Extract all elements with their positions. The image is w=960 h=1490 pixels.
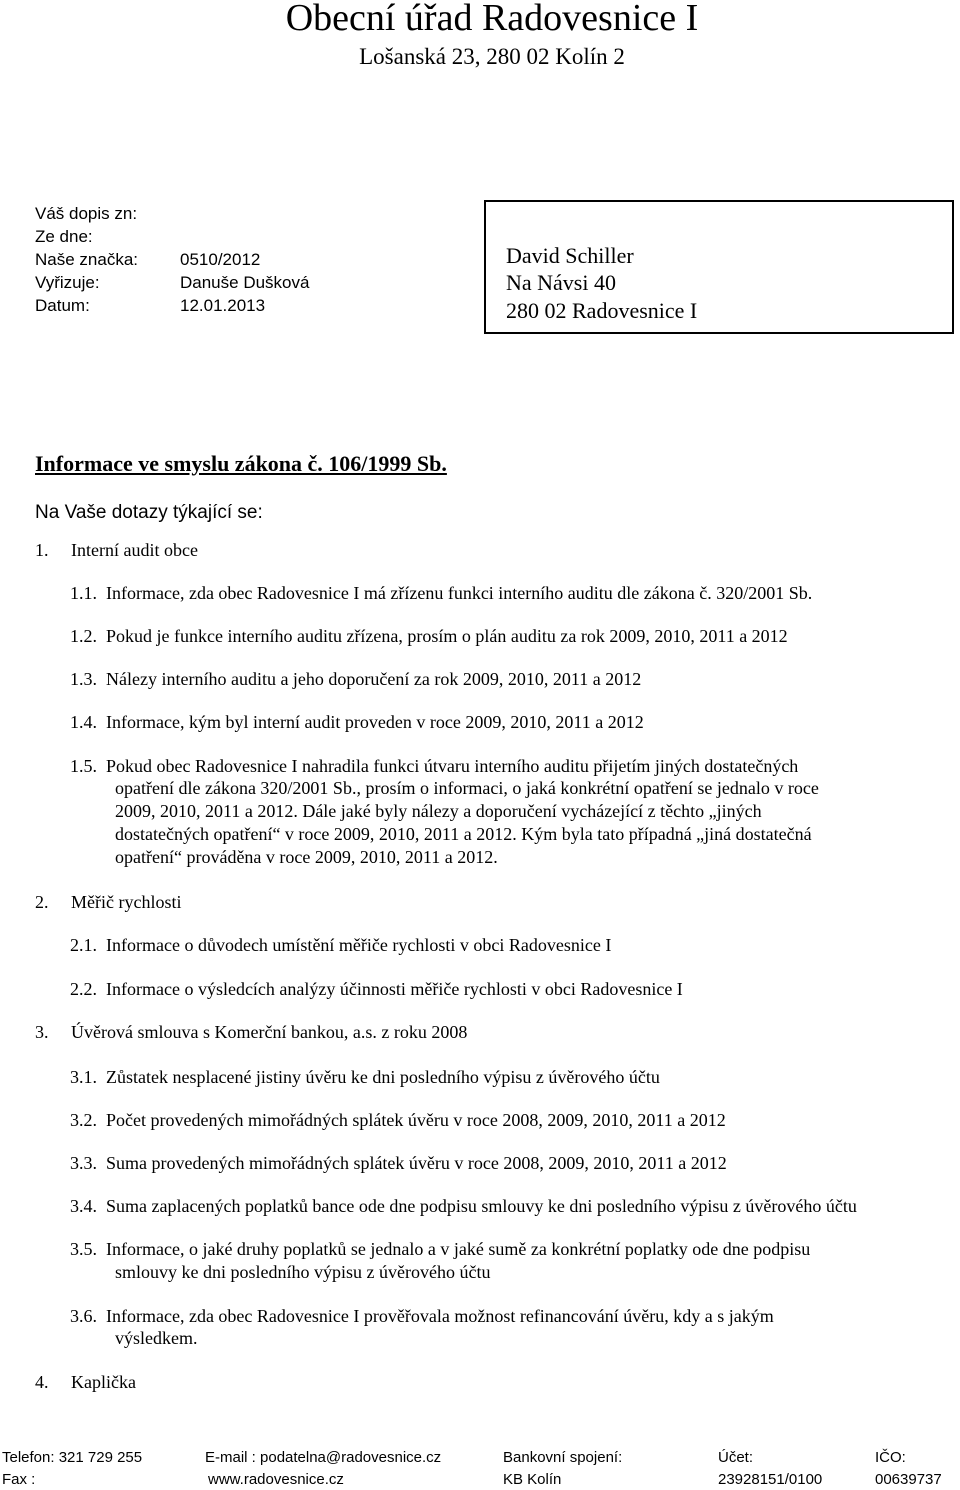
item-text: Suma zaplacených poplatků bance ode dne podpisu smlouvy ke dni posledního výpisu z úvěrového účtu xyxy=(106,1196,857,1216)
item-text: Zůstatek nesplacené jistiny úvěru ke dni posledního výpisu z úvěrového účtu xyxy=(106,1067,660,1087)
recipient-name: David Schiller xyxy=(506,243,634,268)
item-text: Suma provedených mimořádných splátek úvěru v roce 2008, 2009, 2010, 2011 a 2012 xyxy=(106,1153,727,1173)
item-number: 2.1. xyxy=(70,935,97,955)
footer-ico-label: IČO: xyxy=(875,1449,906,1466)
item-text: Informace o výsledcích analýzy účinnosti měřiče rychlosti v obci Radovesnice I xyxy=(106,979,683,999)
section-title: Měřič rychlosti xyxy=(71,892,182,912)
item-text: Nálezy interního auditu a jeho doporučení za rok 2009, 2010, 2011 a 2012 xyxy=(106,669,642,689)
section-number: 2. xyxy=(35,892,49,912)
item-1-2 xyxy=(70,624,950,648)
recipient-street: Na Návsi 40 xyxy=(506,270,616,295)
item-text: Informace o důvodech umístění měřiče rychlosti v obci Radovesnice I xyxy=(106,935,612,955)
section-title: Interní audit obce xyxy=(71,540,198,560)
date-value: 12.01.2013 xyxy=(180,296,266,315)
item-number: 1.5. xyxy=(70,756,97,776)
item-1-1 xyxy=(70,581,950,605)
office-title: Obecní úřad Radovesnice I xyxy=(285,0,699,39)
footer-fax: Fax : xyxy=(2,1471,36,1488)
item-text: Informace, o jaké druhy poplatků se jednalo a v jaké sumě za konkrétní poplatky ode dne podpisu xyxy=(106,1239,811,1259)
item-3-2 xyxy=(70,1108,950,1132)
handled-by-value: Danuše Dušková xyxy=(180,273,310,292)
your-letter-label: Váš dopis zn: xyxy=(35,204,138,223)
handled-by-label: Vyřizuje: xyxy=(35,273,100,292)
item-1-5 xyxy=(70,754,950,778)
recipient-address-box xyxy=(484,200,954,334)
item-text: Informace, zda obec Radovesnice I má zřízenu funkci interního auditu dle zákona č. 320/2001 Sb. xyxy=(106,583,813,603)
item-1-3 xyxy=(70,667,950,691)
letter-subject: Informace ve smyslu zákona č. 106/1999 Sb. xyxy=(35,451,447,476)
section-title: Úvěrová smlouva s Komerční bankou, a.s. z roku 2008 xyxy=(71,1022,468,1042)
footer-website: www.radovesnice.cz xyxy=(208,1471,344,1488)
section-number: 3. xyxy=(35,1022,49,1042)
item-1-4 xyxy=(70,710,950,734)
item-1-5-line-2: opatření dle zákona 320/2001 Sb., prosím o informaci, o jaká konkrétní opatření se jednalo v roce xyxy=(115,778,819,798)
section-title: Kaplička xyxy=(71,1372,136,1392)
item-number: 1.3. xyxy=(70,669,97,689)
item-text: Informace, zda obec Radovesnice I prověřovala možnost refinancování úvěru, kdy a s jakým xyxy=(106,1306,774,1326)
section-number: 4. xyxy=(35,1372,49,1392)
item-text: Počet provedených mimořádných splátek úvěru v roce 2008, 2009, 2010, 2011 a 2012 xyxy=(106,1110,726,1130)
section-2-heading xyxy=(35,890,181,914)
footer-phone: Telefon: 321 729 255 xyxy=(2,1449,143,1466)
footer-ico-value: 00639737 xyxy=(875,1471,942,1488)
footer-account-label: Účet: xyxy=(718,1449,754,1466)
date-of-letter-label: Ze dne: xyxy=(35,227,93,246)
questions-intro: Na Vaše dotazy týkající se: xyxy=(35,502,263,523)
item-number: 3.6. xyxy=(70,1306,97,1326)
item-1-5-line-5: opatření“ prováděna v roce 2009, 2010, 2011 a 2012. xyxy=(115,847,498,867)
item-number: 3.2. xyxy=(70,1110,97,1130)
item-3-5 xyxy=(70,1237,950,1261)
item-text: Pokud je funkce interního auditu zřízena, prosím o plán auditu za rok 2009, 2010, 2011 a 2012 xyxy=(106,626,788,646)
recipient-city: 280 02 Radovesnice I xyxy=(506,298,698,323)
footer-account-value: 23928151/0100 xyxy=(718,1471,823,1488)
item-1-5-line-4: dostatečných opatření“ v roce 2009, 2010, 2011 a 2012. Kým byla tato případná „jiná dostatečná xyxy=(115,824,812,844)
item-number: 1.2. xyxy=(70,626,97,646)
footer-bank-label: Bankovní spojení: xyxy=(503,1449,623,1466)
our-reference-value: 0510/2012 xyxy=(180,250,261,269)
office-address: Lošanská 23, 280 02 Kolín 2 xyxy=(359,44,625,69)
section-3-heading xyxy=(35,1020,467,1044)
item-3-6 xyxy=(70,1304,950,1328)
item-number: 3.5. xyxy=(70,1239,97,1259)
item-1-5-line-3: 2009, 2010, 2011 a 2012. Dále jaké byly nálezy a doporučení vycházející z těchto „jiných xyxy=(115,801,762,821)
item-text: Informace, kým byl interní audit proveden v roce 2009, 2010, 2011 a 2012 xyxy=(106,712,644,732)
footer-email: E-mail : podatelna@radovesnice.cz xyxy=(205,1449,442,1466)
item-number: 2.2. xyxy=(70,979,97,999)
item-text: Pokud obec Radovesnice I nahradila funkci útvaru interního auditu přijetím jiných dostatečných xyxy=(106,756,799,776)
item-3-3 xyxy=(70,1151,950,1175)
section-1-heading xyxy=(35,538,198,562)
item-number: 3.1. xyxy=(70,1067,97,1087)
item-2-1 xyxy=(70,933,950,957)
item-number: 3.3. xyxy=(70,1153,97,1173)
item-2-2 xyxy=(70,977,950,1001)
item-number: 3.4. xyxy=(70,1196,97,1216)
section-number: 1. xyxy=(35,540,49,560)
item-3-1 xyxy=(70,1065,950,1089)
item-number: 1.1. xyxy=(70,583,97,603)
item-3-4 xyxy=(70,1194,950,1218)
item-number: 1.4. xyxy=(70,712,97,732)
our-reference-label: Naše značka: xyxy=(35,250,138,269)
date-label: Datum: xyxy=(35,296,90,315)
item-3-6-line-2: výsledkem. xyxy=(115,1328,198,1348)
section-4-heading xyxy=(35,1370,136,1394)
item-3-5-line-2: smlouvy ke dni posledního výpisu z úvěrového účtu xyxy=(115,1262,491,1282)
footer-bank-value: KB Kolín xyxy=(503,1471,562,1488)
